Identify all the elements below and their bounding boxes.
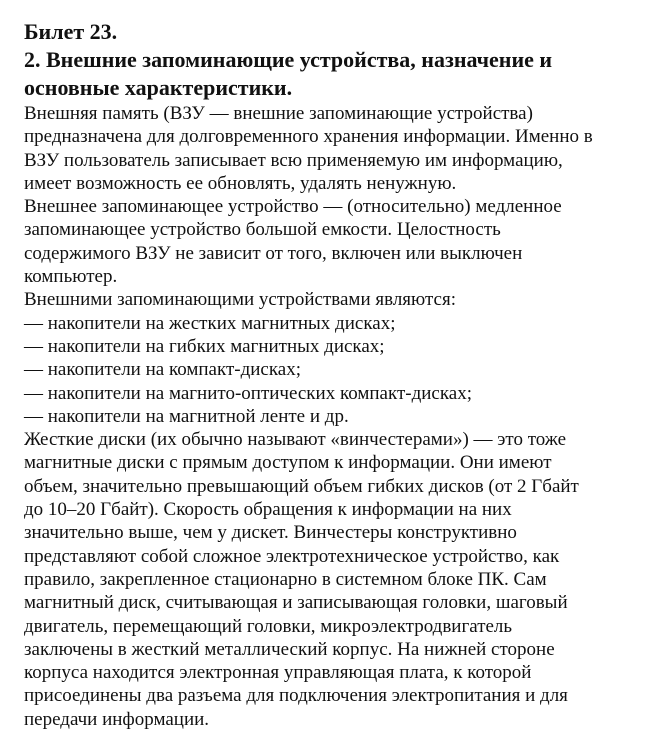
ticket-title: Билет 23. xyxy=(24,19,118,44)
question-heading xyxy=(24,46,642,102)
body-line: магнитный диск, считывающая и записывающая головки, шаговый xyxy=(24,592,568,614)
body-line: Внешняя память (ВЗУ — внешние запоминающие устройства) xyxy=(24,103,533,124)
question-line: основные характеристики. xyxy=(24,75,293,100)
body-line: Жесткие диски (их обычно называют «винчестерами») — это тоже xyxy=(24,429,567,451)
question-line: 2. Внешние запоминающие устройства, назначение и xyxy=(24,47,553,72)
body-line: значительно выше, чем у дискет. Винчестеры конструктивно xyxy=(24,522,517,544)
body-line: объем, значительно превышающий объем гибких дисков (от 2 Гбайт xyxy=(24,475,579,497)
body-line: присоединены два разъема для подключения электропитания и для xyxy=(24,685,568,707)
body-line: имеет возможность ее обновлять, удалять ненужную. xyxy=(24,172,457,194)
body-line: до 10–20 Гбайт). Скорость обращения к информации на них xyxy=(24,499,512,521)
body-line: содержимого ВЗУ не зависит от того, включен или выключен xyxy=(24,242,523,264)
body-line: двигатель, перемещающий головки, микроэлектродвигатель xyxy=(24,615,513,637)
body-line: корпуса находится электронная управляющая плата, к которой xyxy=(24,662,532,684)
body-line: запоминающее устройство большой емкости. Целостность xyxy=(24,219,501,241)
body-line: магнитные диски с прямым доступом к информации. Они имеют xyxy=(24,452,552,474)
body-line: передачи информации. xyxy=(24,708,210,730)
body-line: представляют собой сложное электротехническое устройство, как xyxy=(24,545,560,567)
list-item: — накопители на компакт-дисках; xyxy=(24,359,302,381)
body-line: компьютер. xyxy=(24,266,118,288)
body-line: Внешними запоминающими устройствами являются: xyxy=(24,289,456,311)
body-line: заключены в жесткий металлический корпус. На нижней стороне xyxy=(24,638,555,660)
list-item: — накопители на гибких магнитных дисках; xyxy=(24,335,385,357)
body-text xyxy=(24,102,642,731)
body-line: Внешнее запоминающее устройство — (относительно) медленное xyxy=(24,196,562,218)
list-item: — накопители на магнитной ленте и др. xyxy=(24,405,349,427)
list-item: — накопители на магнито-оптических компакт-дисках; xyxy=(24,382,473,404)
body-line: предназначена для долговременного хранения информации. Именно в xyxy=(24,126,593,148)
body-line: правило, закрепленное стационарно в системном блоке ПК. Сам xyxy=(24,568,547,590)
body-line: ВЗУ пользователь записывает всю применяемую им информацию, xyxy=(24,149,563,171)
list-item: — накопители на жестких магнитных дисках; xyxy=(24,312,396,334)
